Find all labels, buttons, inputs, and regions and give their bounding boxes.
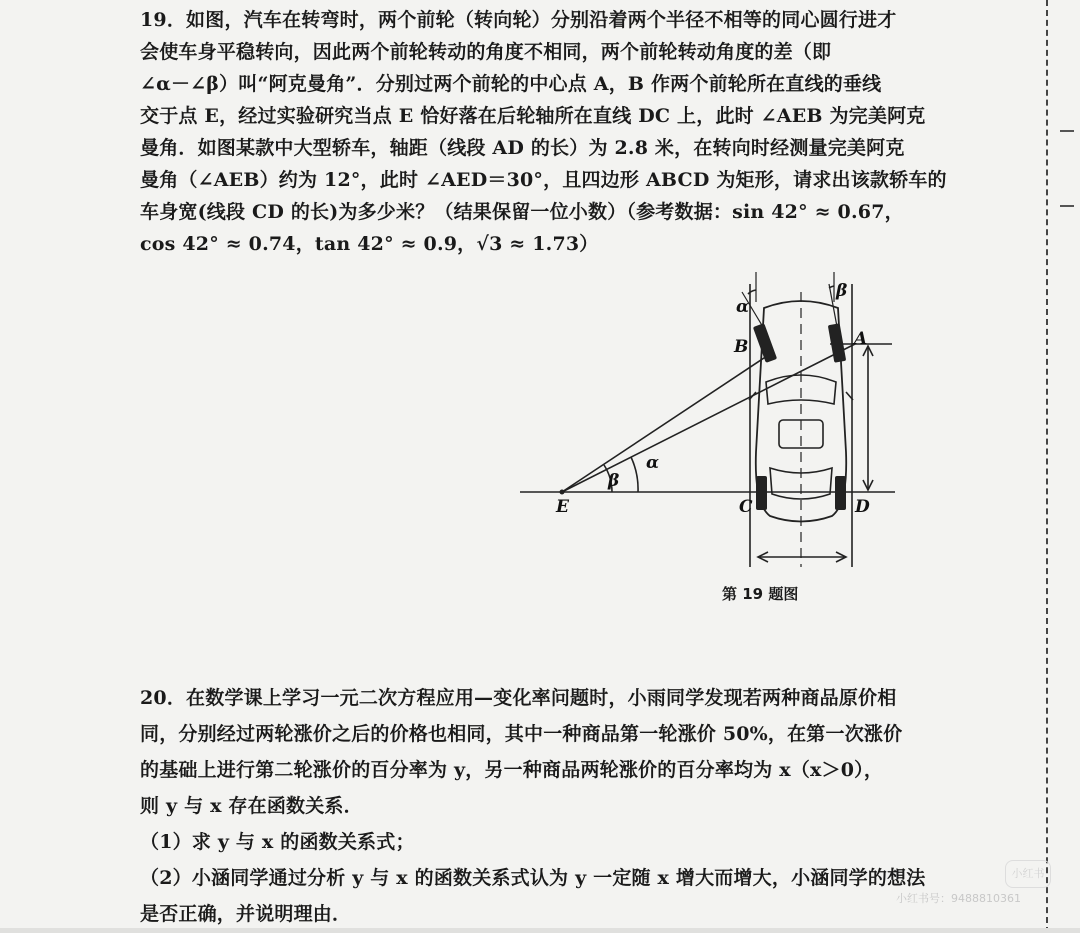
point-E bbox=[560, 490, 565, 495]
figure-caption: 第 19 题图 bbox=[722, 585, 799, 603]
q19-line-8: cos 42° ≈ 0.74，tan 42° ≈ 0.9，√3 ≈ 1.73） bbox=[140, 233, 599, 255]
wheel-B bbox=[753, 323, 777, 363]
margin-tick bbox=[1060, 205, 1074, 207]
q20-line-6: （2）小涵同学通过分析 y 与 x 的函数关系式认为 y 一定随 x 增大而增大，小涵同学的想法 bbox=[140, 867, 926, 889]
q19-line-6: 曼角（∠AEB）约为 12°，此时 ∠AED＝30°，且四边形 ABCD 为矩形，请求出该款轿车的 bbox=[140, 169, 947, 191]
label-alpha-top: α bbox=[736, 297, 750, 317]
q20-line-5: （1）求 y 与 x 的函数关系式； bbox=[140, 831, 415, 853]
rear-window bbox=[770, 468, 832, 499]
label-B: B bbox=[734, 337, 749, 357]
margin-tick bbox=[1060, 130, 1074, 132]
car-diagram bbox=[520, 272, 900, 572]
label-beta-E: β bbox=[608, 471, 620, 491]
q20-line-3: 的基础上进行第二轮涨价的百分率为 y，另一种商品两轮涨价的百分率均为 x（x＞0）， bbox=[140, 759, 884, 781]
page-bottom-edge bbox=[0, 928, 1080, 933]
q19-line-5: 曼角．如图某款中大型轿车，轴距（线段 AD 的长）为 2.8 米，在转向时经测量完美阿克 bbox=[140, 137, 905, 159]
figure-19 bbox=[520, 272, 900, 572]
q20-line-1: 20．在数学课上学习一元二次方程应用—变化率问题时，小雨同学发现若两种商品原价相 bbox=[140, 687, 897, 709]
q20-line-7: 是否正确，并说明理由． bbox=[140, 903, 352, 925]
watermark-id: 小红书号：9488810361 bbox=[896, 892, 1021, 905]
q20-line-2: 同，分别经过两轮涨价之后的价格也相同，其中一种商品第一轮涨价 50%，在第一次涨价 bbox=[140, 723, 903, 745]
question-19 bbox=[140, 4, 947, 260]
arc-alpha-E bbox=[631, 457, 638, 492]
q19-line-1: 19．如图，汽车在转弯时，两个前轮（转向轮）分别沿着两个半径不相等的同心圆行进才 bbox=[140, 9, 897, 31]
label-E: E bbox=[556, 497, 569, 517]
watermark-logo: 小红书 bbox=[1005, 860, 1051, 888]
label-alpha-E: α bbox=[646, 453, 660, 473]
q20-line-4: 则 y 与 x 存在函数关系． bbox=[140, 795, 363, 817]
wheel-D bbox=[835, 476, 846, 510]
q19-line-2: 会使车身平稳转向，因此两个前轮转动的角度不相同，两个前轮转动角度的差（即 bbox=[140, 41, 832, 63]
wheel-C bbox=[756, 476, 767, 510]
question-20 bbox=[140, 680, 926, 932]
label-beta-top: β bbox=[836, 281, 848, 301]
q19-line-7: 车身宽(线段 CD 的长)为多少米？（结果保留一位小数）（参考数据：sin 42° ≈ 0.67， bbox=[140, 201, 904, 223]
line-EB bbox=[562, 354, 770, 492]
label-C: C bbox=[739, 497, 753, 517]
q19-line-3: ∠α－∠β）叫“阿克曼角”．分别过两个前轮的中心点 A，B 作两个前轮所在直线的垂线 bbox=[140, 73, 882, 95]
label-A: A bbox=[854, 329, 868, 349]
binding-dashed-line bbox=[1046, 0, 1048, 933]
label-D: D bbox=[855, 497, 870, 517]
q19-line-4: 交于点 E，经过实验研究当点 E 恰好落在后轮轴所在直线 DC 上，此时 ∠AEB 为完美阿克 bbox=[140, 105, 926, 127]
